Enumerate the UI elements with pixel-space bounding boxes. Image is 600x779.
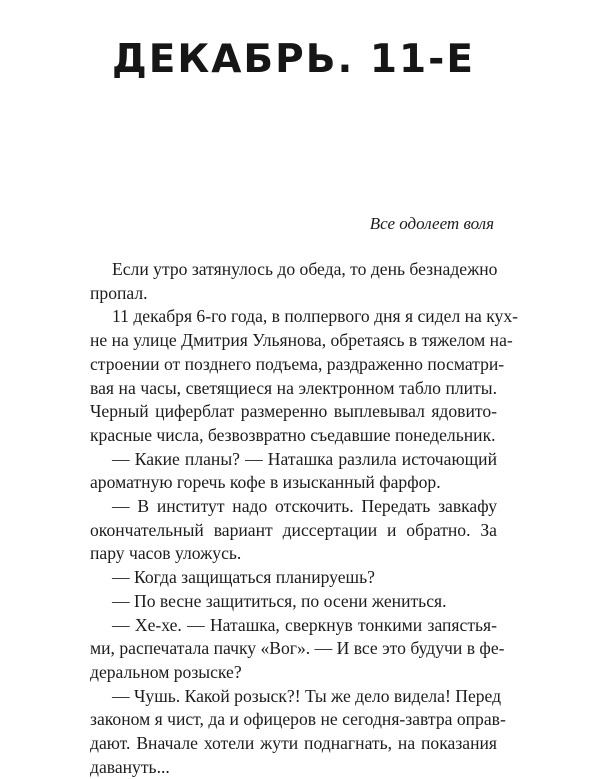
text-line: Если утро затянулось до обеда, то день безнадежно: [112, 259, 498, 279]
text-line: пропал.: [90, 282, 148, 303]
text-line: 11 декабря 6-го года, в полпервого дня я сидел на кух-: [112, 306, 519, 327]
text-line: строении от позднего подъема, раздраженно посматри-: [90, 353, 505, 374]
text-line: — Чушь. Какой розыск?! Ты же дело видела! Перед: [112, 685, 502, 706]
paragraph: [90, 685, 506, 779]
text-line: красные числа, безвозвратно съедавшие понедельник.: [90, 424, 496, 445]
text-line: ми, распечатала пачку «Вог». — И все это будучи в фе-: [90, 638, 505, 659]
paragraph: [90, 448, 497, 495]
chapter-title: ДЕКАБРЬ. 11-Е: [112, 37, 475, 82]
text-line: пару часов уложусь.: [90, 543, 242, 564]
text-line: вая на часы, светящиеся на электронном табло плиты.: [90, 377, 497, 398]
text-line: — По весне защититься, по осени жениться.: [112, 590, 447, 611]
paragraph: [90, 614, 505, 685]
paragraph: [90, 305, 519, 447]
text-line: — Хе-хе. — Наташка, сверкнув тонкими запястья-: [112, 614, 497, 635]
text-line: — В институт надо отскочить. Передать завкафу: [112, 496, 497, 517]
paragraph: [90, 590, 497, 614]
text-line: ароматную горечь кофе в изысканный фарфор.: [90, 472, 441, 493]
body-text: [90, 258, 519, 779]
text-line: давануть...: [90, 756, 170, 777]
text-line: Черный циферблат размеренно выплевывал ядовито-: [90, 401, 497, 422]
text-line: не на улице Дмитрия Ульянова, обретаясь в тяжелом на-: [90, 330, 513, 351]
text-line: дают. Вначале хотели жути поднагнать, на показания: [90, 733, 497, 754]
paragraph: [90, 566, 497, 590]
paragraph: [90, 258, 497, 305]
text-line: деральном розыске?: [90, 661, 242, 682]
text-line: — Какие планы? — Наташка разлила источающий: [112, 448, 497, 469]
text-line: окончательный вариант диссертации и обратно. За: [90, 519, 497, 540]
text-line: законом я чист, да и офицеров не сегодня-завтра оправ-: [90, 709, 506, 730]
text-line: — Когда защищаться планируешь?: [112, 567, 375, 588]
paragraph: [90, 495, 497, 566]
epigraph: Все одолеет воля: [369, 214, 494, 233]
